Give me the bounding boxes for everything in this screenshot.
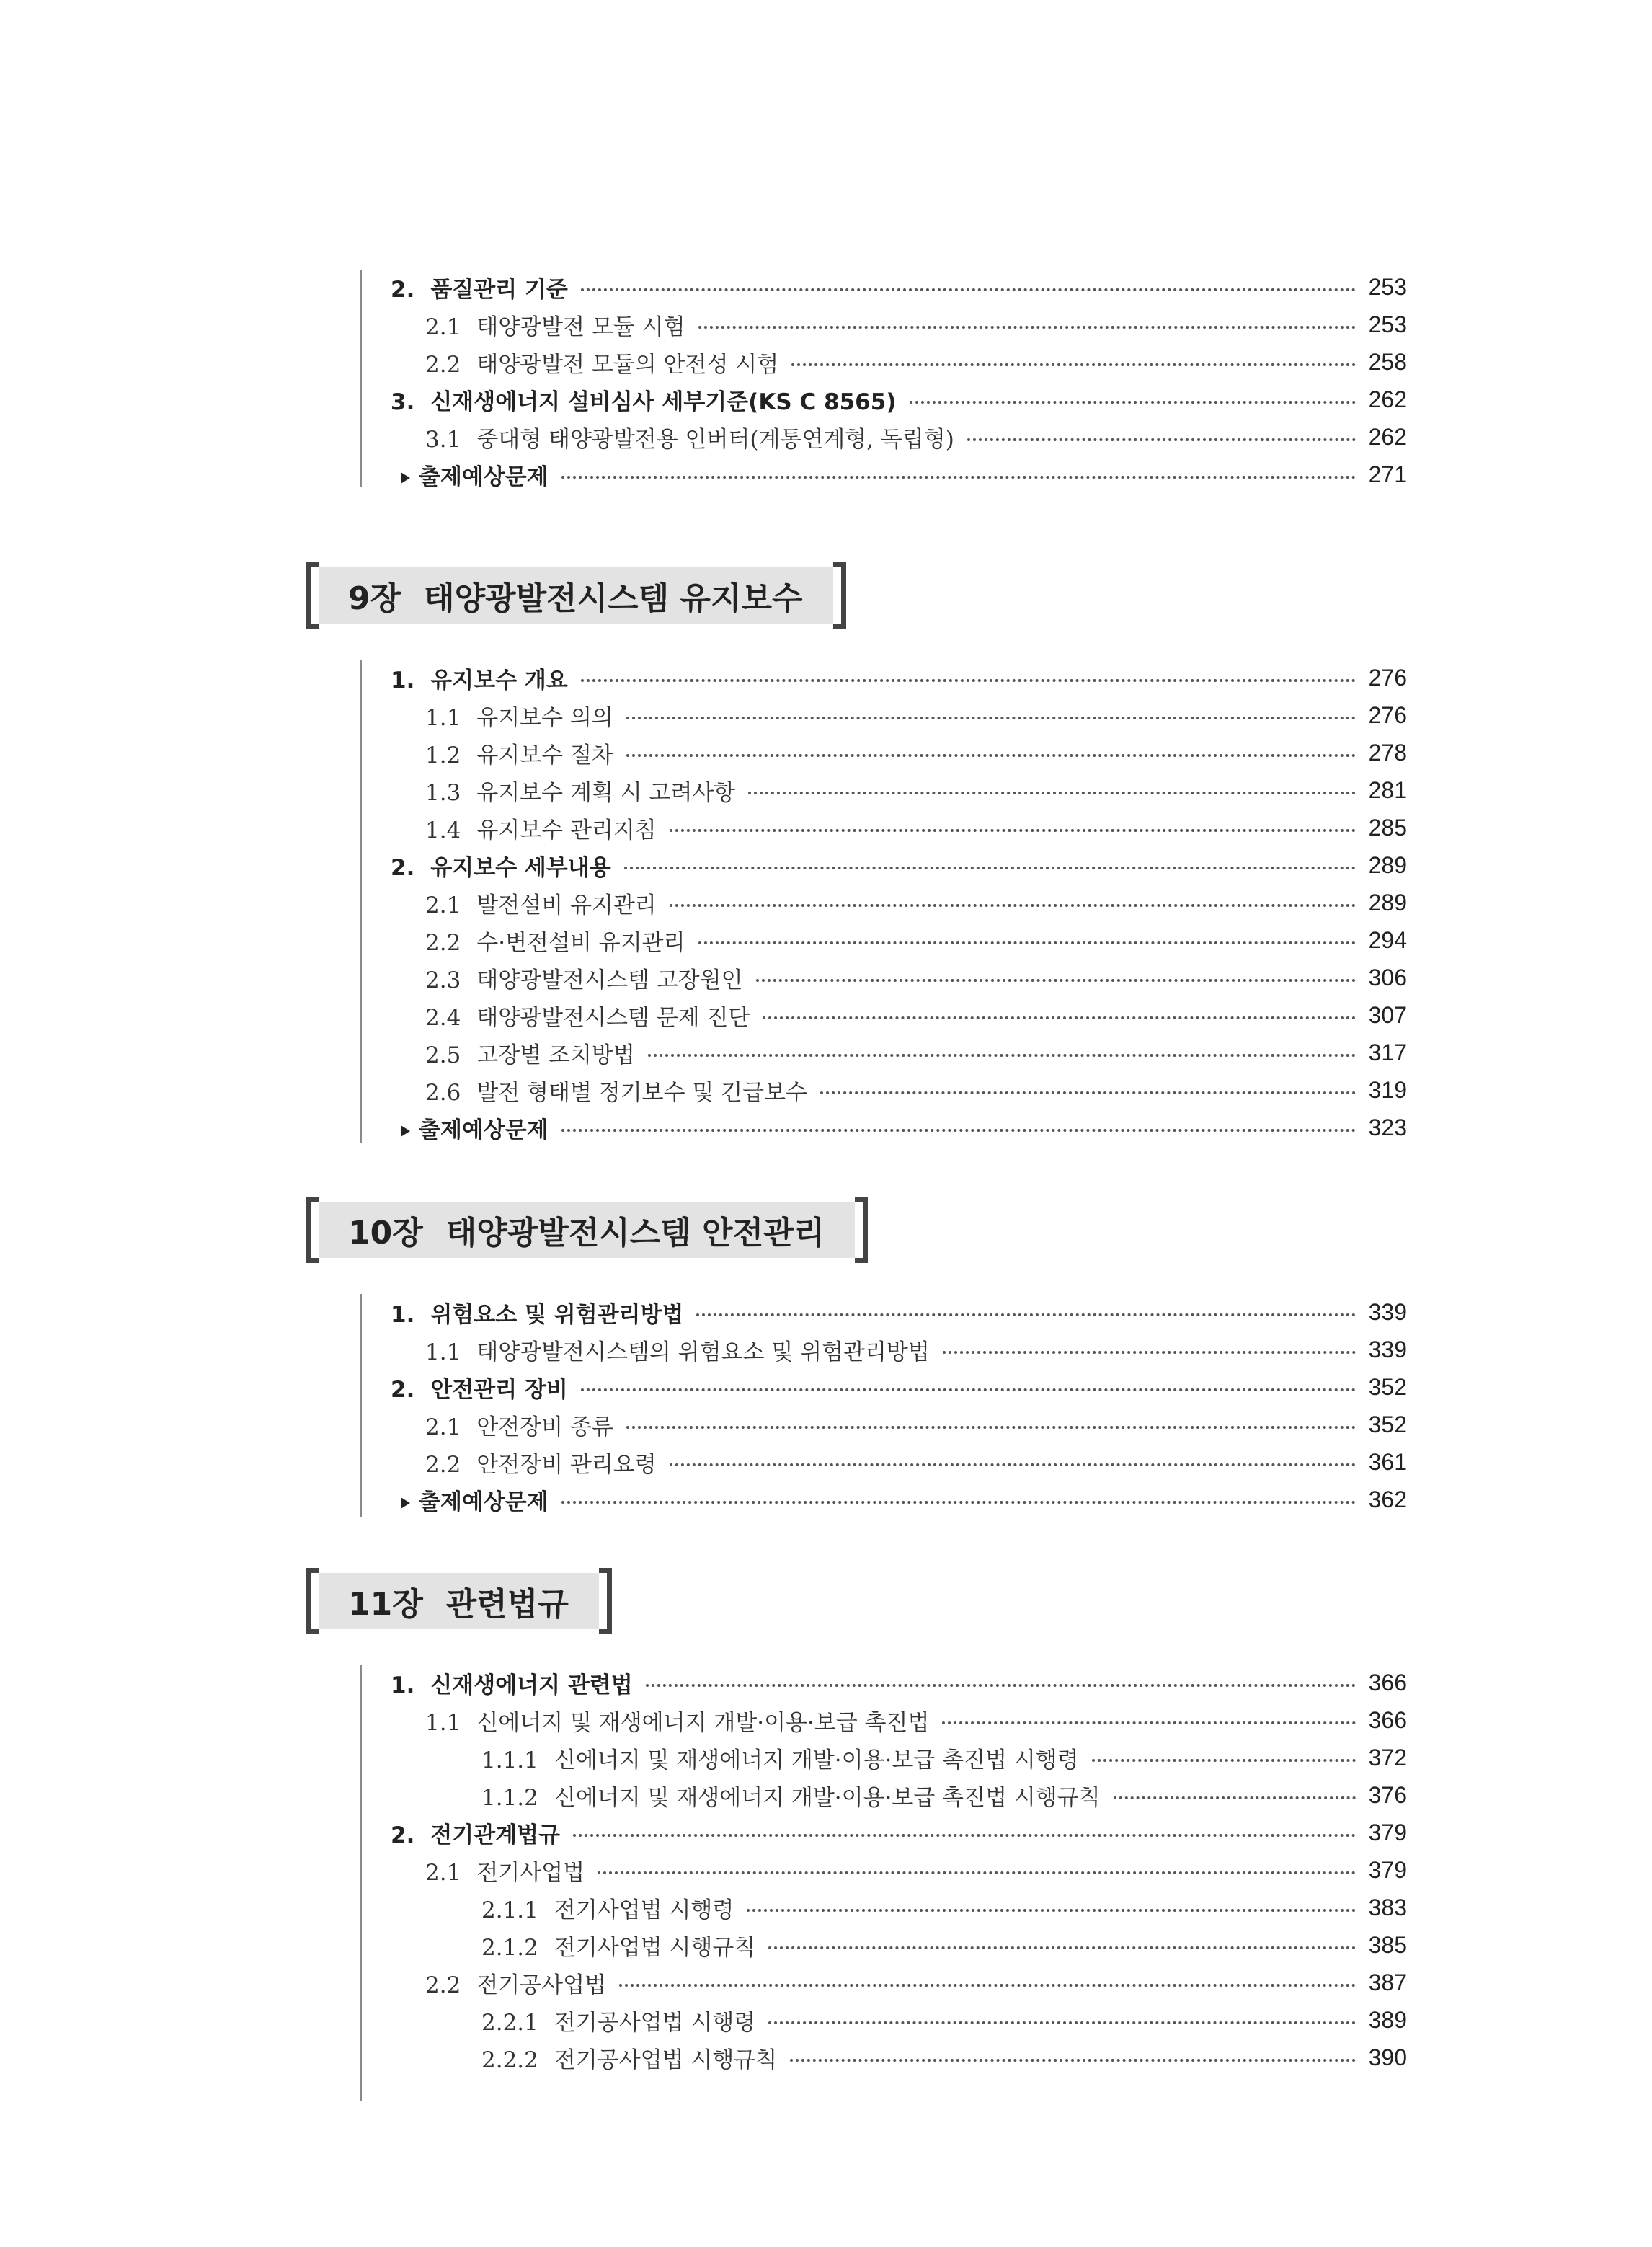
toc-entry-label (425, 346, 791, 378)
toc-entry[interactable] (391, 996, 1407, 1034)
toc-entry-label (425, 1967, 619, 1999)
triangle-bullet-icon (401, 1497, 410, 1509)
toc-entry-page: 390 (1368, 2044, 1407, 2070)
bracket-left (306, 1568, 319, 1634)
toc-entry-title: 신에너지 및 재생에너지 개발·이용·보급 촉진법 시행규칙 (554, 1784, 1101, 1811)
toc-entry[interactable] (391, 921, 1407, 959)
dot-leader (696, 1313, 1355, 1316)
toc-entry-number: 1. (391, 1301, 415, 1328)
toc-entry-title: 신재생에너지 관련법 (430, 1672, 633, 1698)
toc-entry-page: 339 (1368, 1336, 1407, 1362)
toc-entry-title: 안전장비 관리요령 (476, 1451, 657, 1478)
toc-entry-title: 태양광발전 모듈의 안전성 시험 (476, 351, 779, 378)
toc-entry[interactable] (391, 1739, 1407, 1776)
toc-entry-label (391, 271, 581, 303)
toc-entry-number: 2.6 (425, 1079, 461, 1106)
toc-entry-title: 발전 형태별 정기보수 및 긴급보수 (476, 1079, 807, 1106)
toc-entry-label (425, 309, 698, 341)
toc-entry[interactable] (391, 1368, 1407, 1406)
toc-entry-number: 1. (391, 1672, 415, 1698)
toc-entry-title: 유지보수 관리지침 (476, 817, 657, 843)
toc-entry-title: 품질관리 기준 (430, 276, 568, 303)
toc-entry-label (481, 2004, 768, 2037)
toc-entry-page: 253 (1368, 311, 1407, 337)
toc-entry-label (481, 1892, 747, 1924)
toc-entry-number: 2.1 (425, 1414, 461, 1440)
toc-entry-number: 2.2.1 (481, 2009, 538, 2036)
chapter-title-box (319, 1573, 599, 1629)
toc-entry-label (425, 1074, 820, 1107)
toc-entry-page: 379 (1368, 1856, 1407, 1883)
toc-entry-title: 고장별 조치방법 (476, 1042, 635, 1068)
dot-leader (790, 2059, 1355, 2062)
toc-entry-page: 276 (1368, 664, 1407, 691)
toc-entry[interactable] (391, 884, 1407, 921)
toc-entry-label (391, 1817, 573, 1849)
bracket-left (306, 562, 319, 629)
dot-leader (581, 679, 1356, 682)
toc-entry[interactable] (391, 771, 1407, 809)
toc-entry-number: 1.1 (425, 704, 461, 731)
dot-leader (942, 1721, 1355, 1724)
toc-entry-label (401, 1112, 561, 1144)
toc-entry[interactable] (391, 1034, 1407, 1071)
toc-entry-title: 중대형 태양광발전용 인버터(계통연계형, 독립형) (476, 426, 954, 453)
toc-entry-number: 3. (391, 389, 415, 415)
toc-entry-page: 253 (1368, 273, 1407, 300)
section-rule (360, 1294, 362, 1517)
toc-entry-page: 307 (1368, 1001, 1407, 1028)
toc-entry-page: 289 (1368, 851, 1407, 878)
toc-entry[interactable] (391, 1889, 1407, 1926)
toc-entry-number: 2.2 (425, 1451, 461, 1478)
toc-entry-title: 태양광발전시스템의 위험요소 및 위험관리방법 (476, 1339, 930, 1365)
toc-entry-page: 294 (1368, 926, 1407, 953)
toc-entry-number: 1.4 (425, 817, 461, 843)
toc-section-continued (391, 268, 1407, 493)
toc-entry-page: 339 (1368, 1298, 1407, 1325)
toc-entry-page: 376 (1368, 1781, 1407, 1808)
toc-entry-label (425, 1334, 943, 1366)
toc-entry-label (425, 962, 756, 994)
toc-entry-number: 2. (391, 854, 415, 881)
toc-chapter11 (391, 1664, 1407, 2076)
toc-entry-label (425, 421, 967, 453)
dot-leader (626, 1426, 1356, 1429)
chapter-heading (306, 1568, 612, 1634)
toc-entry-number: 2.1 (425, 892, 461, 918)
toc-entry[interactable] (391, 2039, 1407, 2076)
chapter-title: 관련법규 (445, 1586, 569, 1623)
toc-entry[interactable] (391, 1481, 1407, 1518)
toc-entry-number: 1. (391, 667, 415, 693)
section-rule (360, 660, 362, 1143)
toc-entry-number: 2.4 (425, 1004, 461, 1031)
toc-entry-title: 출제예상문제 (419, 1489, 549, 1515)
toc-entry-title: 출제예상문제 (419, 464, 549, 490)
toc-entry-page: 352 (1368, 1373, 1407, 1400)
dot-leader (670, 1463, 1356, 1466)
toc-entry[interactable] (391, 381, 1407, 418)
toc-entry-label (391, 1667, 646, 1699)
toc-entry-number: 2. (391, 276, 415, 303)
toc-entry-label (391, 662, 581, 694)
toc-entry-number: 1.1 (425, 1709, 461, 1736)
toc-entry-title: 전기관계법규 (430, 1822, 561, 1848)
chapter-number: 10장 (348, 1215, 423, 1251)
toc-entry-title: 안전관리 장비 (430, 1376, 568, 1403)
toc-entry-label (481, 1929, 768, 1962)
toc-entry-number: 1.3 (425, 779, 461, 806)
toc-entry-title: 안전장비 종류 (476, 1414, 613, 1440)
toc-chapter9 (391, 659, 1407, 1146)
toc-entry[interactable] (391, 1406, 1407, 1443)
toc-entry-page: 387 (1368, 1969, 1407, 1995)
chapter-title-box (319, 567, 833, 624)
toc-entry-page: 278 (1368, 739, 1407, 766)
toc-entry-page: 323 (1368, 1114, 1407, 1140)
toc-entry-number: 1.1.1 (481, 1747, 538, 1773)
dot-leader (698, 941, 1356, 944)
toc-entry-number: 2.1 (425, 314, 461, 340)
toc-entry-number: 2. (391, 1376, 415, 1403)
toc-entry[interactable] (391, 1071, 1407, 1109)
toc-entry-number: 1.1 (425, 1339, 461, 1365)
toc-entry-page: 281 (1368, 776, 1407, 803)
toc-entry[interactable] (391, 1851, 1407, 1889)
toc-entry-title: 전기사업법 (476, 1859, 585, 1886)
dot-leader (598, 1871, 1356, 1874)
dot-leader (768, 2021, 1355, 2024)
toc-entry[interactable] (391, 734, 1407, 771)
toc-entry[interactable] (391, 1443, 1407, 1481)
toc-entry-number: 3.1 (425, 426, 461, 453)
toc-entry[interactable] (391, 959, 1407, 996)
toc-entry[interactable] (391, 1926, 1407, 1964)
toc-entry-title: 전기사업법 시행령 (554, 1897, 734, 1923)
toc-entry-title: 수·변전설비 유지관리 (476, 929, 685, 956)
toc-entry-page: 383 (1368, 1894, 1407, 1920)
toc-entry-label (425, 1704, 942, 1737)
toc-entry[interactable] (391, 418, 1407, 456)
toc-entry-page: 372 (1368, 1744, 1407, 1770)
chapter-heading (306, 562, 846, 629)
toc-entry-title: 발전설비 유지관리 (476, 892, 657, 918)
section-rule (360, 270, 362, 487)
toc-entry-number: 2.2 (425, 929, 461, 956)
toc-entry-label (401, 1484, 561, 1516)
toc-entry-label (425, 924, 698, 957)
toc-entry[interactable] (391, 1814, 1407, 1851)
toc-entry-number: 2.2 (425, 1972, 461, 1998)
toc-entry-label (391, 1296, 696, 1329)
toc-entry-page: 352 (1368, 1411, 1407, 1437)
toc-entry-number: 2.5 (425, 1042, 461, 1068)
toc-entry[interactable] (391, 659, 1407, 696)
toc-entry-number: 2.1.1 (481, 1897, 538, 1923)
toc-entry[interactable] (391, 306, 1407, 343)
toc-entry-title: 위험요소 및 위험관리방법 (430, 1301, 684, 1328)
triangle-bullet-icon (401, 1125, 410, 1137)
toc-entry-number: 2. (391, 1822, 415, 1848)
dot-leader (967, 438, 1356, 441)
toc-entry-page: 306 (1368, 964, 1407, 990)
toc-entry-number: 2.2.2 (481, 2047, 538, 2073)
dot-leader (748, 792, 1355, 794)
toc-entry-title: 유지보수 개요 (430, 667, 568, 693)
toc-entry[interactable] (391, 1331, 1407, 1368)
dot-leader (573, 1834, 1356, 1837)
toc-entry-title: 전기공사업법 시행령 (554, 2009, 756, 2036)
dot-leader (619, 1984, 1356, 1987)
dot-leader (626, 717, 1356, 719)
dot-leader (791, 363, 1355, 366)
toc-entry-label (401, 458, 561, 491)
toc-entry-page: 262 (1368, 423, 1407, 450)
toc-entry[interactable] (391, 1109, 1407, 1146)
toc-chapter10 (391, 1293, 1407, 1518)
toc-entry-page: 271 (1368, 461, 1407, 487)
chapter-heading (306, 1197, 868, 1263)
toc-entry-label (425, 1854, 598, 1887)
toc-entry-label (391, 849, 624, 882)
toc-entry-title: 신에너지 및 재생에너지 개발·이용·보급 촉진법 시행령 (554, 1747, 1079, 1773)
toc-entry-title: 태양광발전시스템 문제 진단 (476, 1004, 750, 1031)
dot-leader (756, 979, 1356, 982)
toc-entry-number: 1.2 (425, 742, 461, 768)
dot-leader (747, 1909, 1355, 1912)
toc-entry-page: 262 (1368, 386, 1407, 412)
toc-entry[interactable] (391, 1964, 1407, 2001)
chapter-title-box (319, 1202, 855, 1258)
bracket-right (833, 562, 846, 629)
toc-entry-label (425, 774, 748, 807)
toc-entry-title: 유지보수 계획 시 고려사항 (476, 779, 736, 806)
toc-entry-title: 태양광발전 모듈 시험 (476, 314, 685, 340)
toc-entry-label (425, 1409, 626, 1441)
chapter-title: 태양광발전시스템 안전관리 (445, 1215, 825, 1251)
toc-entry[interactable] (391, 1776, 1407, 1814)
toc-entry-page: 319 (1368, 1076, 1407, 1103)
toc-entry-page: 385 (1368, 1931, 1407, 1958)
toc-entry-number: 1.1.2 (481, 1784, 538, 1811)
toc-entry-page: 276 (1368, 701, 1407, 728)
toc-entry-label (425, 737, 626, 769)
toc-entry-label (481, 1779, 1114, 1812)
dot-leader (670, 904, 1356, 907)
toc-entry-label (391, 1371, 581, 1404)
bracket-right (599, 1568, 612, 1634)
chapter-number: 11장 (348, 1586, 423, 1623)
toc-entry[interactable] (391, 456, 1407, 493)
toc-entry-title: 유지보수 세부내용 (430, 854, 611, 881)
toc-entry[interactable] (391, 696, 1407, 734)
toc-entry-title: 출제예상문제 (419, 1117, 549, 1143)
toc-entry-number: 2.3 (425, 967, 461, 993)
toc-entry[interactable] (391, 1293, 1407, 1331)
toc-entry-page: 317 (1368, 1039, 1407, 1065)
toc-entry-page: 258 (1368, 348, 1407, 375)
triangle-bullet-icon (401, 472, 410, 484)
toc-entry-page: 366 (1368, 1706, 1407, 1733)
section-rule (360, 1665, 362, 2101)
chapter-number: 9장 (348, 580, 401, 617)
toc-entry[interactable] (391, 268, 1407, 306)
toc-entry-number: 2.1.2 (481, 1934, 538, 1961)
toc-entry-page: 389 (1368, 2006, 1407, 2033)
toc-entry-label (481, 1742, 1092, 1774)
toc-entry-label (391, 384, 910, 416)
toc-entry-label (425, 812, 670, 844)
dot-leader (698, 326, 1356, 329)
dot-leader (670, 829, 1356, 832)
dot-leader (763, 1016, 1355, 1019)
toc-entry-page: 366 (1368, 1669, 1407, 1696)
toc-entry-label (425, 699, 626, 732)
toc-entry-number: 2.2 (425, 351, 461, 378)
toc-entry[interactable] (391, 846, 1407, 884)
toc-entry-title: 신에너지 및 재생에너지 개발·이용·보급 촉진법 (476, 1709, 930, 1736)
dot-leader (943, 1351, 1356, 1354)
dot-leader (910, 401, 1356, 404)
toc-entry-title: 신재생에너지 설비심사 세부기준(KS C 8565) (430, 389, 897, 415)
toc-entry-page: 361 (1368, 1448, 1407, 1475)
dot-leader (646, 1684, 1356, 1687)
toc-entry-label (425, 1446, 670, 1479)
dot-leader (561, 1501, 1356, 1504)
dot-leader (1092, 1759, 1356, 1762)
toc-entry-title: 전기공사업법 (476, 1972, 606, 1998)
toc-entry-label (425, 887, 670, 919)
toc-entry-title: 전기사업법 시행규칙 (554, 1934, 756, 1961)
toc-entry-number: 2.1 (425, 1859, 461, 1886)
bracket-right (855, 1197, 868, 1263)
toc-entry-label (425, 999, 763, 1032)
toc-entry-title: 유지보수 절차 (476, 742, 613, 768)
dot-leader (820, 1091, 1356, 1094)
toc-entry-title: 태양광발전시스템 고장원인 (476, 967, 743, 993)
toc-entry-page: 289 (1368, 889, 1407, 916)
dot-leader (768, 1946, 1355, 1949)
dot-leader (581, 288, 1356, 291)
dot-leader (1114, 1796, 1356, 1799)
toc-entry[interactable] (391, 343, 1407, 381)
toc-entry[interactable] (391, 1664, 1407, 1701)
dot-leader (624, 867, 1356, 869)
toc-entry[interactable] (391, 2001, 1407, 2039)
toc-entry-label (425, 1037, 648, 1069)
toc-entry[interactable] (391, 1701, 1407, 1739)
dot-leader (561, 1129, 1356, 1132)
toc-entry-page: 362 (1368, 1486, 1407, 1512)
toc-entry-title: 유지보수 의의 (476, 704, 613, 731)
toc-entry-page: 285 (1368, 814, 1407, 841)
dot-leader (581, 1388, 1356, 1391)
bracket-left (306, 1197, 319, 1263)
toc-entry-label (481, 2042, 790, 2074)
dot-leader (648, 1054, 1356, 1057)
toc-entry-title: 전기공사업법 시행규칙 (554, 2047, 778, 2073)
toc-entry[interactable] (391, 809, 1407, 846)
chapter-title: 태양광발전시스템 유지보수 (424, 580, 803, 617)
dot-leader (561, 476, 1356, 479)
dot-leader (626, 754, 1356, 757)
toc-entry-page: 379 (1368, 1819, 1407, 1845)
